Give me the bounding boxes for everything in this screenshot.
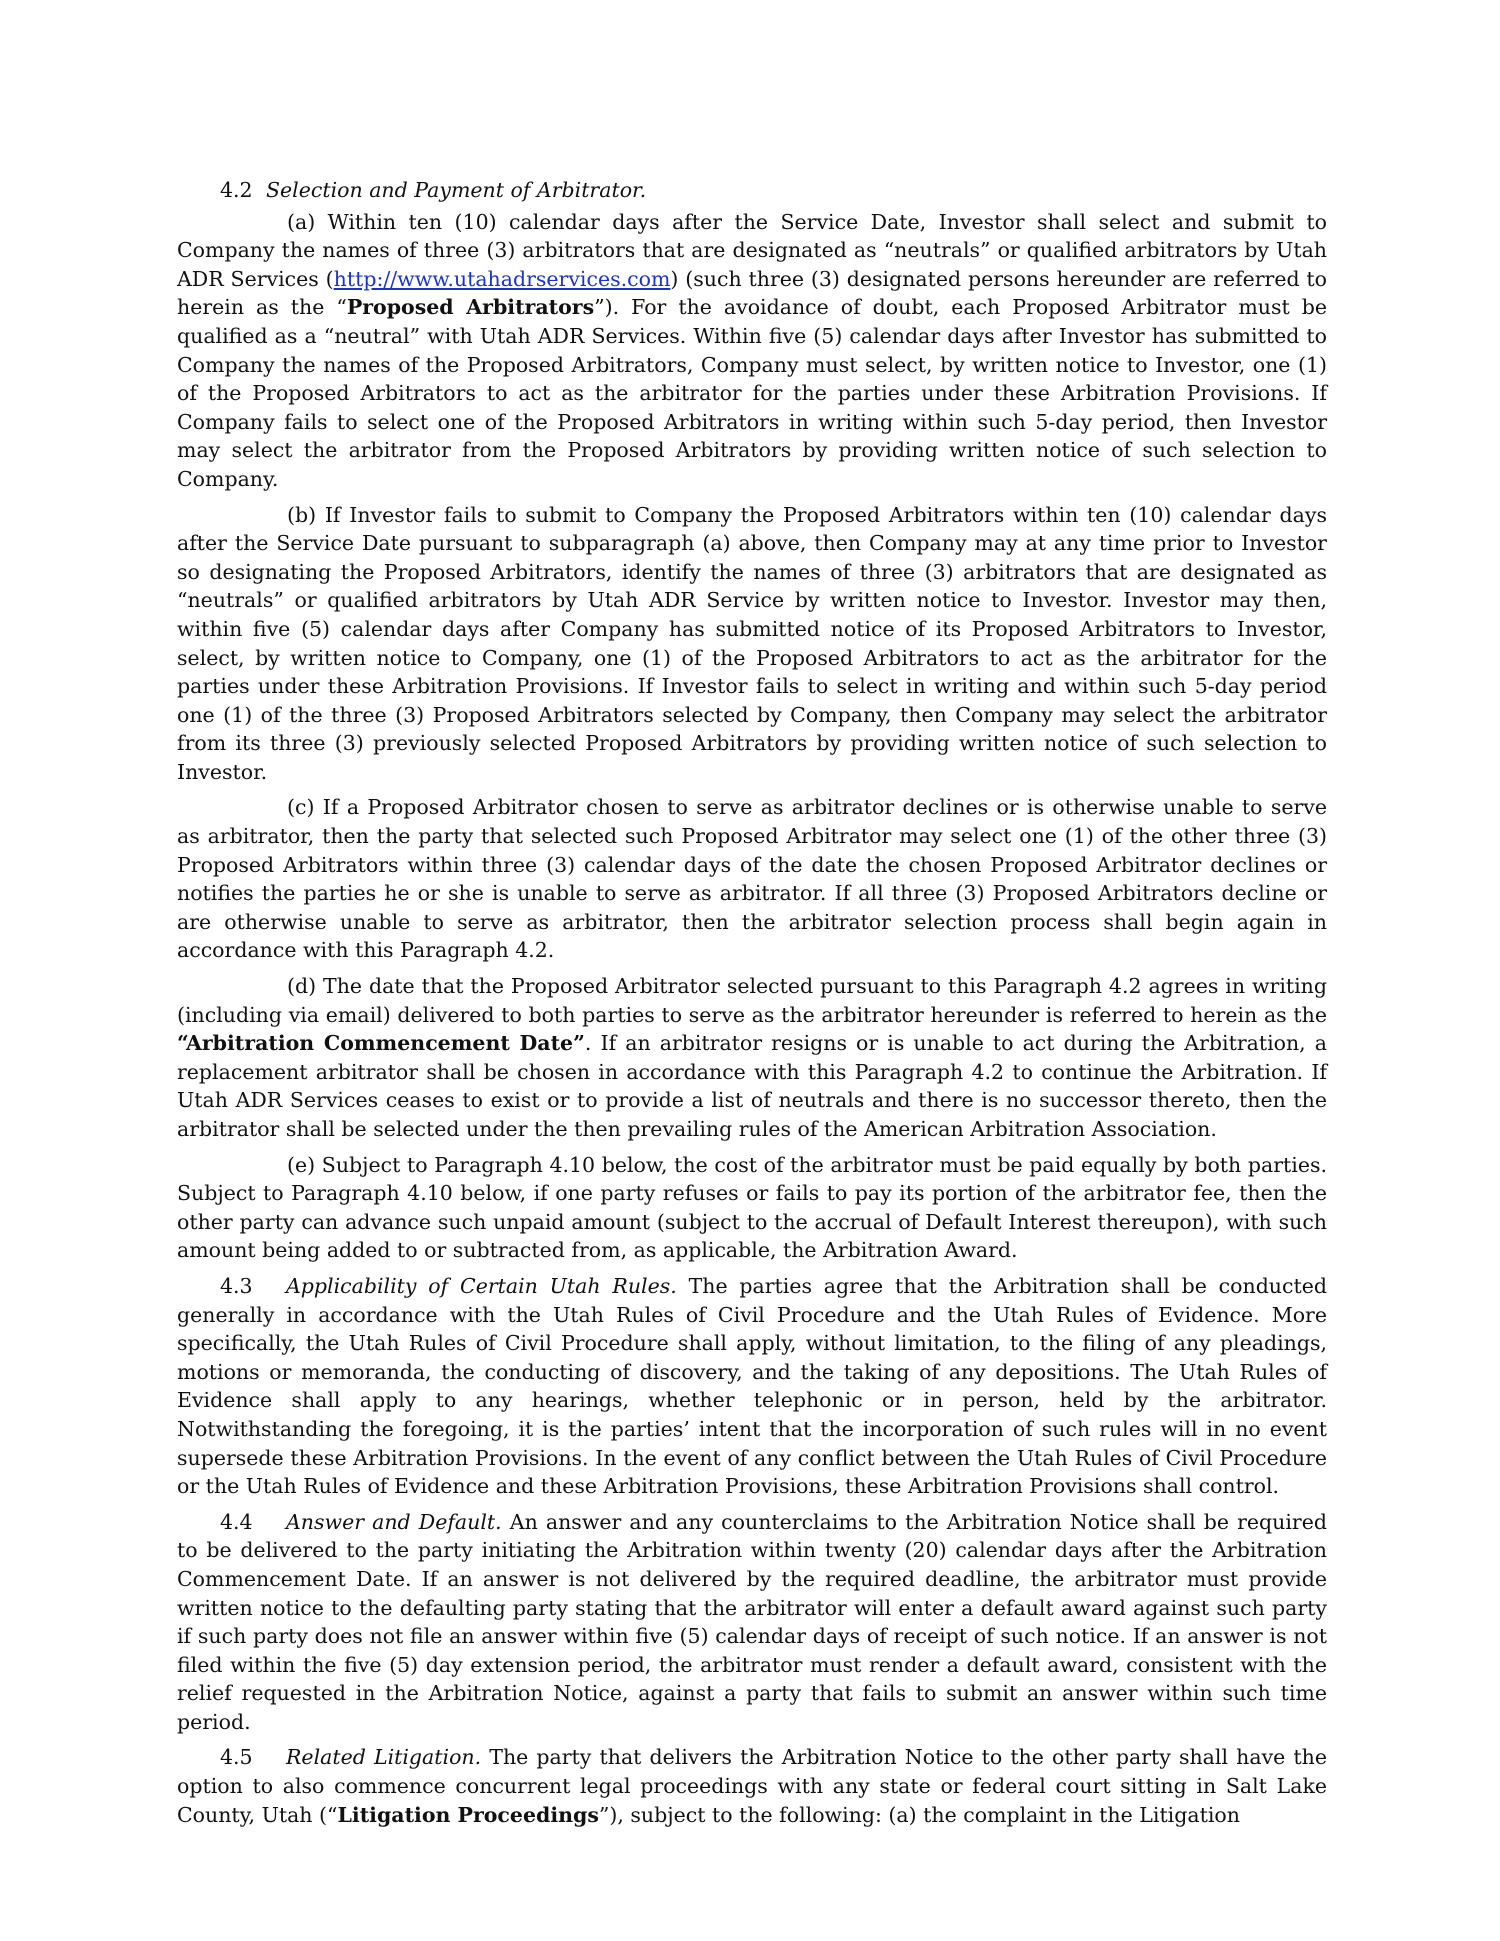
section-number: 4.3 bbox=[220, 1273, 253, 1298]
section-number: 4.5 bbox=[220, 1745, 253, 1770]
paragraph-4-2-a: (a) Within ten (10) calendar days after the Service Date, Investor shall select and submit to Company the names of three (3) arbitrators that are designated as “neutrals” or qualified arbitrators by Utah ADR Services (http://www.utahadrservices.com) (such three (3) designated persons hereunder are referred to herein as the “Proposed Arbitrators”). For the avoidance of doubt, each Proposed Arbitrator must be qualified as a “neutral” with Utah ADR Services. Within five (5) calendar days after Investor has submitted to Company the names of the Proposed Arbitrators, Company must select, by written notice to Investor, one (1) of the Proposed Arbitrators to act as the arbitrator for the parties under these Arbitration Provisions. If Company fails to select one of the Proposed Arbitrators in writing within such 5-day period, then Investor may select the arbitrator from the Proposed Arbitrators by providing written notice of such selection to Company. bbox=[177, 209, 1328, 491]
section-title: Related Litigation. bbox=[286, 1745, 482, 1770]
defined-term: Litigation Proceedings bbox=[337, 1802, 599, 1827]
paragraph-4-2-b: (b) If Investor fails to submit to Company the Proposed Arbitrators within ten (10) calendar days after the Service Date pursuant to subparagraph (a) above, then Company may at any time prior to Investor so designating the Proposed Arbitrators, identify the names of three (3) arbitrators that are designated as “neutrals” or qualified arbitrators by Utah ADR Service by written notice to Investor. Investor may then, within five (5) calendar days after Company has submitted notice of its Proposed Arbitrators to Investor, select, by written notice to Company, one (1) of the Proposed Arbitrators to act as the arbitrator for the parties under these Arbitration Provisions. If Investor fails to select in writing and within such 5-day period one (1) of the three (3) Proposed Arbitrators selected by Company, then Company may select the arbitrator from its three (3) previously selected Proposed Arbitrators by providing written notice of such selection to Investor. bbox=[177, 502, 1327, 784]
section-title: Selection and Payment of Arbitrator. bbox=[266, 178, 647, 202]
section-number: 4.4 bbox=[220, 1509, 253, 1534]
paragraph-4-2-e: (e) Subject to Paragraph 4.10 below, the cost of the arbitrator must be paid equally by both parties. Subject to Paragraph 4.10 below, if one party refuses or fails to pay its portion of the arbitrator fee, then the other party can advance such unpaid amount (subject to the accrual of Default Interest thereupon), with such amount being added to or subtracted from, as applicable, the Arbitration Award. bbox=[177, 1152, 1327, 1263]
document-page bbox=[177, 176, 1327, 1836]
defined-term: “Arbitration Commencement Date” bbox=[177, 1031, 585, 1056]
defined-term: Proposed Arbitrators bbox=[346, 295, 595, 320]
paragraph-4-2-d: (d) The date that the Proposed Arbitrator selected pursuant to this Paragraph 4.2 agrees in writing (including via email) delivered to both parties to serve as the arbitrator hereunder is referred to herein as the “Arbitration Commencement Date”. If an arbitrator resigns or is unable to act during the Arbitration, a replacement arbitrator shall be chosen in accordance with this Paragraph 4.2 to continue the Arbitration. If Utah ADR Services ceases to exist or to provide a list of neutrals and there is no successor thereto, then the arbitrator shall be selected under the then prevailing rules of the American Arbitration Association. bbox=[177, 974, 1327, 1141]
section-4-2-heading bbox=[177, 176, 1327, 205]
section-4-3: 4.3 Applicability of Certain Utah Rules. The parties agree that the Arbitration shall be conducted generally in accordance with the Utah Rules of Civil Procedure and the Utah Rules of Evidence. More specifically, the Utah Rules of Civil Procedure shall apply, without limitation, to the filing of any pleadings, motions or memoranda, the conducting of discovery, and the taking of any depositions. The Utah Rules of Evidence shall apply to any hearings, whether telephonic or in person, held by the arbitrator. Notwithstanding the foregoing, it is the parties’ intent that the incorporation of such rules will in no event supersede these Arbitration Provisions. In the event of any conflict between the Utah Rules of Civil Procedure or the Utah Rules of Evidence and these Arbitration Provisions, these Arbitration Provisions shall control. bbox=[177, 1273, 1327, 1499]
utah-adr-link[interactable]: http://www.utahadrservices.com bbox=[333, 266, 671, 291]
section-number: 4.2 bbox=[220, 178, 253, 202]
section-title: Applicability of Certain Utah Rules. bbox=[286, 1273, 677, 1298]
section-title: Answer and Default. bbox=[286, 1509, 502, 1534]
section-4-5: 4.5 Related Litigation. The party that delivers the Arbitration Notice to the other party shall have the option to also commence concurrent legal proceedings with any state or federal court sitting in Salt Lake County, Utah (“Litigation Proceedings”), subject to the following: (a) the complaint in the Litigation bbox=[177, 1745, 1327, 1827]
section-4-4: 4.4 Answer and Default. An answer and any counterclaims to the Arbitration Notice shall be required to be delivered to the party initiating the Arbitration within twenty (20) calendar days after the Arbitration Commencement Date. If an answer is not delivered by the required deadline, the arbitrator must provide written notice to the defaulting party stating that the arbitrator will enter a default award against such party if such party does not file an answer within five (5) calendar days of receipt of such notice. If an answer is not filed within the five (5) day extension period, the arbitrator must render a default award, consistent with the relief requested in the Arbitration Notice, against a party that fails to submit an answer within such time period. bbox=[177, 1509, 1327, 1734]
paragraph-4-2-c: (c) If a Proposed Arbitrator chosen to serve as arbitrator declines or is otherwise unable to serve as arbitrator, then the party that selected such Proposed Arbitrator may select one (1) of the other three (3) Proposed Arbitrators within three (3) calendar days of the date the chosen Proposed Arbitrator declines or notifies the parties he or she is unable to serve as arbitrator. If all three (3) Proposed Arbitrators decline or are otherwise unable to serve as arbitrator, then the arbitrator selection process shall begin again in accordance with this Paragraph 4.2. bbox=[177, 795, 1327, 963]
